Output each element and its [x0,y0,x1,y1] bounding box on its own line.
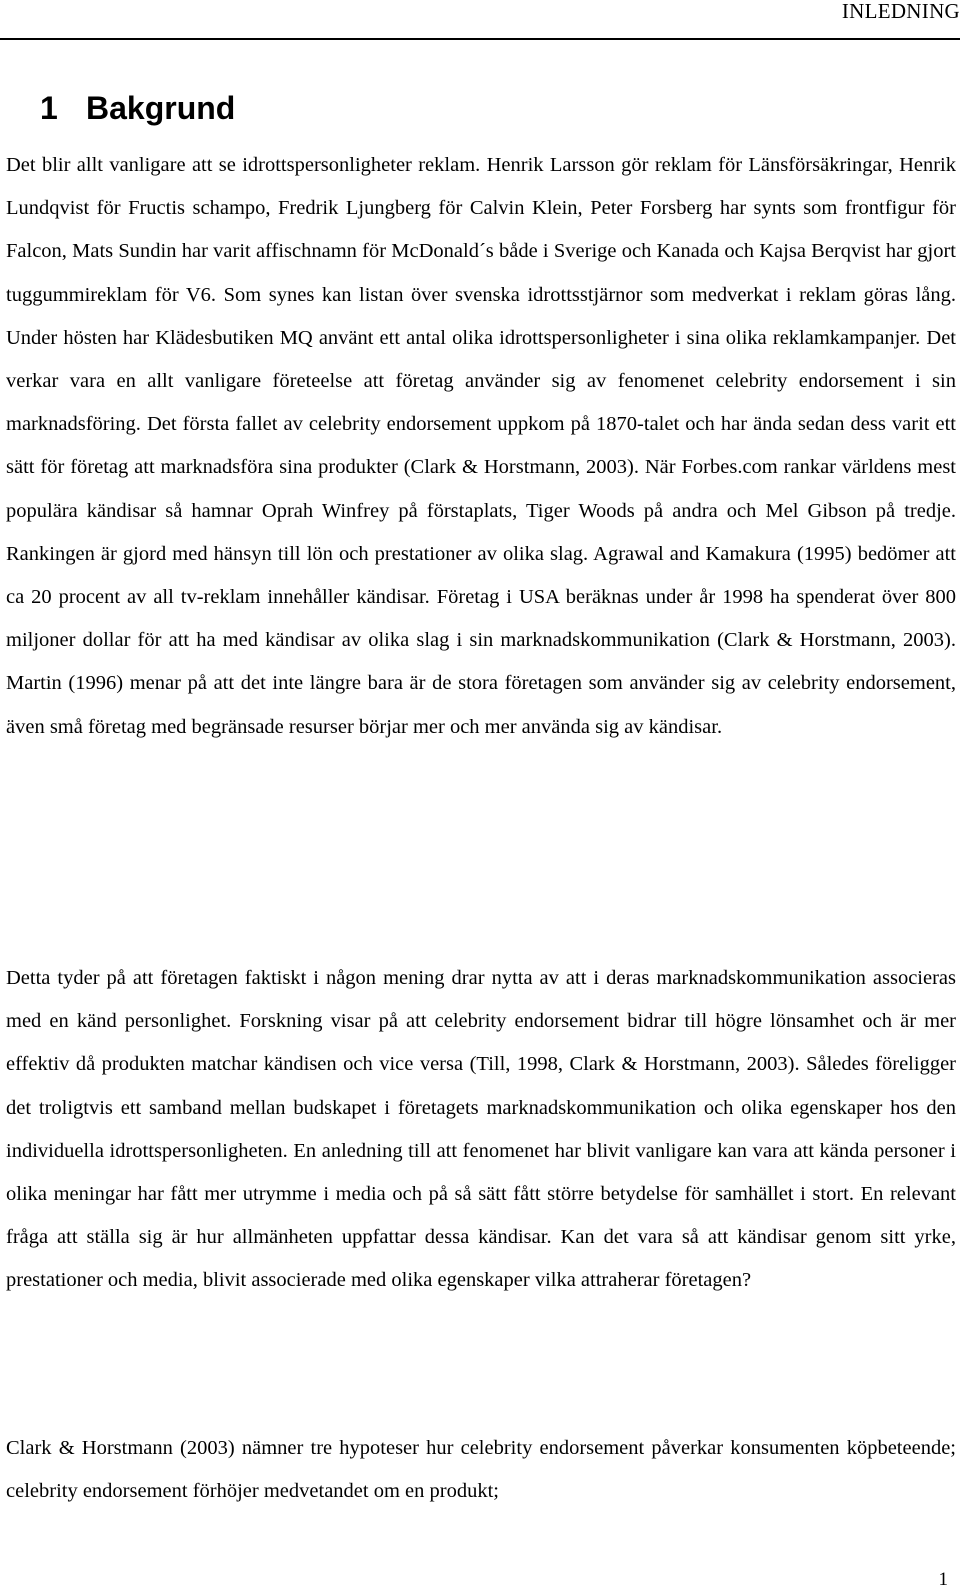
running-header: INLEDNING [841,0,960,23]
body-paragraph-3: Clark & Horstmann (2003) nämner tre hypoteser hur celebrity endorsement påverkar konsumenten köpbeteende; celebrity endorsement förhöjer medvetandet om en produkt; [6,1437,956,1503]
body-paragraph-1: Det blir allt vanligare att se idrottspersonligheter reklam. Henrik Larsson gör reklam för Länsförsäkringar, Henrik Lundqvist för Fructis schampo, Fredrik Ljungberg för Calvin Klein, Peter Forsberg har synts som frontfigur för Falcon, Mats Sundin har varit affischnamn för McDonald´s både i Sverige och Kanada och Kajsa Berqvist har gjort tuggummireklam för V6. Som synes kan listan över svenska idrottsstjärnor som medverkat i reklam göras lång. Under hösten har Klädesbutiken MQ använt ett antal olika idrottspersonligheter i sina olika reklamkampanjer. Det verkar vara en allt vanligare företeelse att företag använder sig av fenomenet celebrity endorsement i sin marknadsföring. Det första fallet av celebrity endorsement uppkom på 1870-talet och har ända sedan dess varit ett sätt för företag att marknadsföra sina produkter (Clark & Horstmann, 2003). När Forbes.com rankar världens mest populära kändisar så hamnar Oprah Winfrey på förstaplats, Tiger Woods på andra och Mel Gibson på tredje. Rankingen är gjord med hänsyn till lön och prestationer av olika slag. Agrawal and Kamakura (1995) bedömer att ca 20 procent av all tv-reklam innehåller kändisar. Företag i USA beräknas under år 1998 ha spenderat över 800 miljoner dollar för att ha med kändisar av olika slag i sin marknadskommunikation (Clark & Horstmann, 2003). Martin (1996) menar på att det inte längre bara är de stora företagen som använder sig av celebrity endorsement, även små företag med begränsade resurser börjar mer och mer använda sig av kändisar. [6,154,956,738]
header-rule [0,38,960,40]
page-number: 1 [938,1569,948,1590]
section-number: 1 [40,90,58,127]
section-title: Bakgrund [86,90,236,127]
section-heading [40,88,235,128]
body-paragraph-2: Detta tyder på att företagen faktiskt i någon mening drar nytta av att i deras marknadskommunikation associeras med en känd personlighet. Forskning visar på att celebrity endorsement bidrar till högre lönsamhet och är mer effektiv då produkten matchar kändisen och vice versa (Till, 1998, Clark & Horstmann, 2003). Således föreligger det troligtvis ett samband mellan budskapet i företagets marknadskommunikation och olika egenskaper hos den individuella idrottspersonligheten. En anledning till att fenomenet har blivit vanligare kan vara att kända personer i olika meningar har fått mer utrymme i media och på så sätt fått större betydelse för samhället i stort. En relevant fråga att ställa sig är hur allmänheten uppfattar dessa kändisar. Kan det vara så att kändisar genom sitt yrke, prestationer och media, blivit associerade med olika egenskaper vilka attraherar företagen? [6,967,956,1292]
